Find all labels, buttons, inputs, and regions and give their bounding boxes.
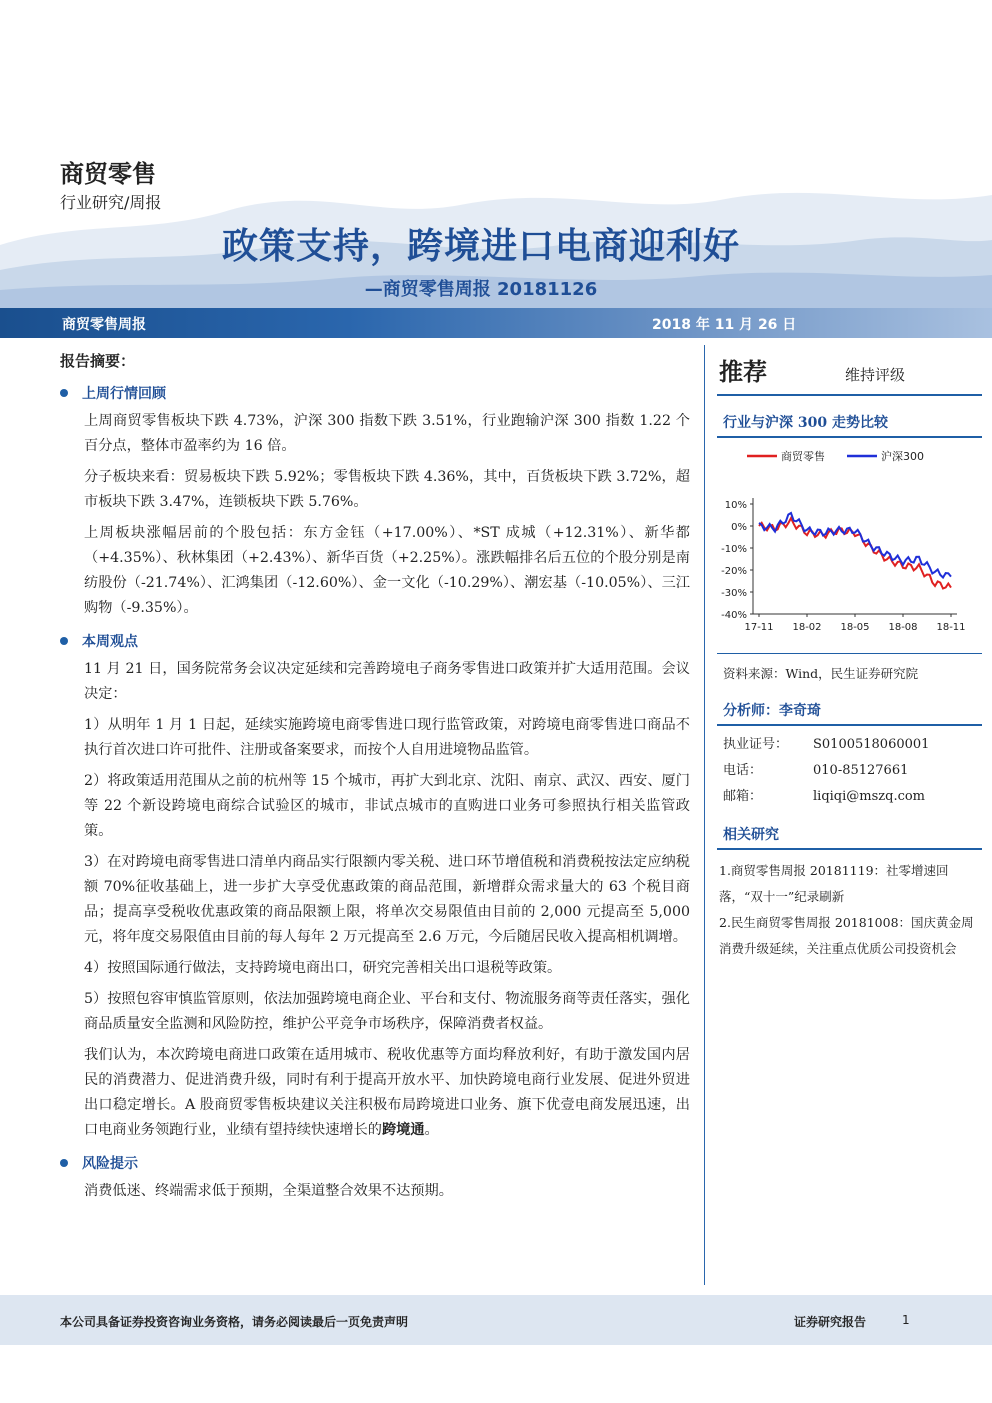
section-market-review xyxy=(60,383,690,403)
source-note: 资料来源：Wind，民生证券研究院 xyxy=(717,653,982,690)
x-tick-label: 18-05 xyxy=(840,622,870,633)
y-tick-label: -10% xyxy=(721,544,747,555)
analyst-key: 执业证号： xyxy=(723,737,789,752)
y-tick-label: -30% xyxy=(721,588,747,599)
analyst-info xyxy=(717,726,982,810)
closing-text: 我们认为，本次跨境电商进口政策在适用城市、税收优惠等方面均释放利好，有助于激发国内居民的消费潜力、促进消费升级，同时有利于提高开放水平、加快跨境电商行业发展、促进外贸进出口稳定增长。A 股商贸零售板块建议关注积极布局跨境进口业务、旗下优壹电商发展迅速，出口电商业务领跑行业，业绩有望持续快速增长的 xyxy=(84,1047,690,1138)
x-tick-label: 18-02 xyxy=(792,622,822,633)
y-tick-label: -40% xyxy=(721,610,747,621)
column-divider xyxy=(704,345,705,1285)
paragraph: 上周板块涨幅居前的个股包括：东方金钰（+17.00%）、*ST 成城（+12.31%）、新华都（+4.35%）、秋林集团（+2.43%）、新华百货（+2.25%）。涨跌幅排名后五位的个股分别是南纺股份（-21.74%）、汇鸿集团（-12.60%）、金一文化（-10.29%）、潮宏基（-10.05%）、三江购物（-9.35%）。 xyxy=(84,525,690,616)
paragraph: 分子板块来看：贸易板块下跌 5.92%；零售板块下跌 4.36%，其中，百货板块下跌 3.72%，超市板块下跌 3.47%，连锁板块下跌 5.76%。 xyxy=(84,469,690,510)
paragraph: 4）按照国际通行做法，支持跨境电商出口，研究完善相关出口退税等政策。 xyxy=(84,960,562,976)
section-label: 本周观点 xyxy=(82,634,138,650)
bullet-dot-icon xyxy=(60,637,68,645)
paragraph: 3）在对跨境电商零售进口清单内商品实行限额内零关税、进口环节增值税和消费税按法定应纳税额 70%征收基础上，进一步扩大享受优惠政策的商品范围，新增群众需求量大的 63 个税目商品；提高享受税收优惠政策的商品限额上限，将单次交易限值由目前的 2,000 元提高至 5,000 元，将年度交易限值由目前的每人每年 2 万元提高至 2.6 万元，今后随居民收入提高相机调增。 xyxy=(84,854,690,945)
report-type: 行业研究/周报 xyxy=(60,193,162,212)
related-heading: 相关研究 xyxy=(717,818,982,850)
rating-main: 推荐 xyxy=(719,358,767,386)
y-tick-label: 10% xyxy=(724,500,747,511)
band-series-name: 商贸零售周报 xyxy=(62,317,146,333)
analyst-key: 邮箱： xyxy=(723,789,763,804)
paragraph: 5）按照包容审慎监管原则，依法加强跨境电商企业、平台和支付、物流服务商等责任落实，强化商品质量安全监测和风险防控，维护公平竞争市场秩序，保障消费者权益。 xyxy=(84,991,690,1032)
series-line-retail xyxy=(759,518,951,588)
legend-label: 商贸零售 xyxy=(781,450,825,463)
legend-label: 沪深300 xyxy=(881,450,924,463)
chart-section-title: 行业与沪深 300 走势比较 xyxy=(717,406,982,438)
analyst-heading: 分析师：李奇琦 xyxy=(717,694,982,726)
band-date: 2018 年 11 月 26 日 xyxy=(652,317,797,333)
closing-paragraph xyxy=(84,1043,690,1143)
highlight-stock: 跨境通 xyxy=(381,1122,425,1138)
analyst-value: 010-85127661 xyxy=(813,763,909,778)
x-tick-label: 18-11 xyxy=(936,622,966,633)
paragraph: 1）从明年 1 月 1 日起，延续实施跨境电商零售进口现行监管政策，对跨境电商零售进口商品不执行首次进口许可批件、注册或备案要求，而按个人自用进境物品监管。 xyxy=(84,717,690,758)
closing-end: 。 xyxy=(424,1122,439,1138)
y-tick-label: 0% xyxy=(731,522,747,533)
paragraph: 消费低迷、终端需求低于预期，全渠道整合效果不达预期。 xyxy=(84,1183,453,1199)
section-label: 风险提示 xyxy=(82,1156,138,1172)
analyst-row xyxy=(717,758,982,784)
section-risk xyxy=(60,1153,690,1173)
sidebar-column xyxy=(717,350,982,962)
rating-box xyxy=(717,350,982,396)
related-list xyxy=(717,850,982,962)
footer-disclaimer: 本公司具备证券投资咨询业务资格，请务必阅读最后一页免责声明 xyxy=(60,1315,409,1329)
paragraph: 2）将政策适用范围从之前的杭州等 15 个城市，再扩大到北京、沈阳、南京、武汉、西安、厦门等 22 个新设跨境电商综合试验区的城市，非试点城市的直购进口业务可参照执行相关监管政策。 xyxy=(84,773,690,839)
page-number: 1 xyxy=(902,1313,910,1327)
analyst-key: 电话： xyxy=(723,763,763,778)
paragraph: 上周商贸零售板块下跌 4.73%，沪深 300 指数下跌 3.51%，行业跑输沪深 300 指数 1.22 个百分点，整体市盈率约为 16 倍。 xyxy=(84,413,690,454)
analyst-row xyxy=(717,784,982,810)
report-subtitle: —商贸零售周报 20181126 xyxy=(364,279,598,300)
bullet-dot-icon xyxy=(60,389,68,397)
x-tick-label: 17-11 xyxy=(744,622,774,633)
summary-heading: 报告摘要： xyxy=(60,352,136,370)
analyst-value: S0100518060001 xyxy=(813,737,930,752)
analyst-row xyxy=(717,732,982,758)
x-tick-label: 18-08 xyxy=(888,622,918,633)
section-label: 上周行情回顾 xyxy=(82,386,166,402)
analyst-email[interactable]: liqiqi@mszq.com xyxy=(813,789,926,804)
y-tick-label: -20% xyxy=(721,566,747,577)
report-title: 政策支持，跨境进口电商迎利好 xyxy=(221,226,740,267)
related-item[interactable]: 1.商贸零售周报 20181119：社零增速回落，“双十一”纪录刷新 xyxy=(719,863,949,904)
page-footer xyxy=(0,1295,992,1345)
footer-report-label: 证券研究报告 xyxy=(794,1315,867,1329)
trend-chart xyxy=(717,444,967,639)
summary-column xyxy=(60,350,690,1210)
paragraph: 11 月 21 日，国务院常务会议决定延续和完善跨境电子商务零售进口政策并扩大适用范围。会议决定： xyxy=(84,661,690,702)
sector-name: 商贸零售 xyxy=(60,160,156,188)
rating-sub: 维持评级 xyxy=(845,366,906,384)
title-band xyxy=(0,308,992,338)
bullet-dot-icon xyxy=(60,1159,68,1167)
section-weekly-view xyxy=(60,631,690,651)
related-item[interactable]: 2.民生商贸零售周报 20181008：国庆黄金周消费升级延续，关注重点优质公司投资机会 xyxy=(719,915,974,956)
